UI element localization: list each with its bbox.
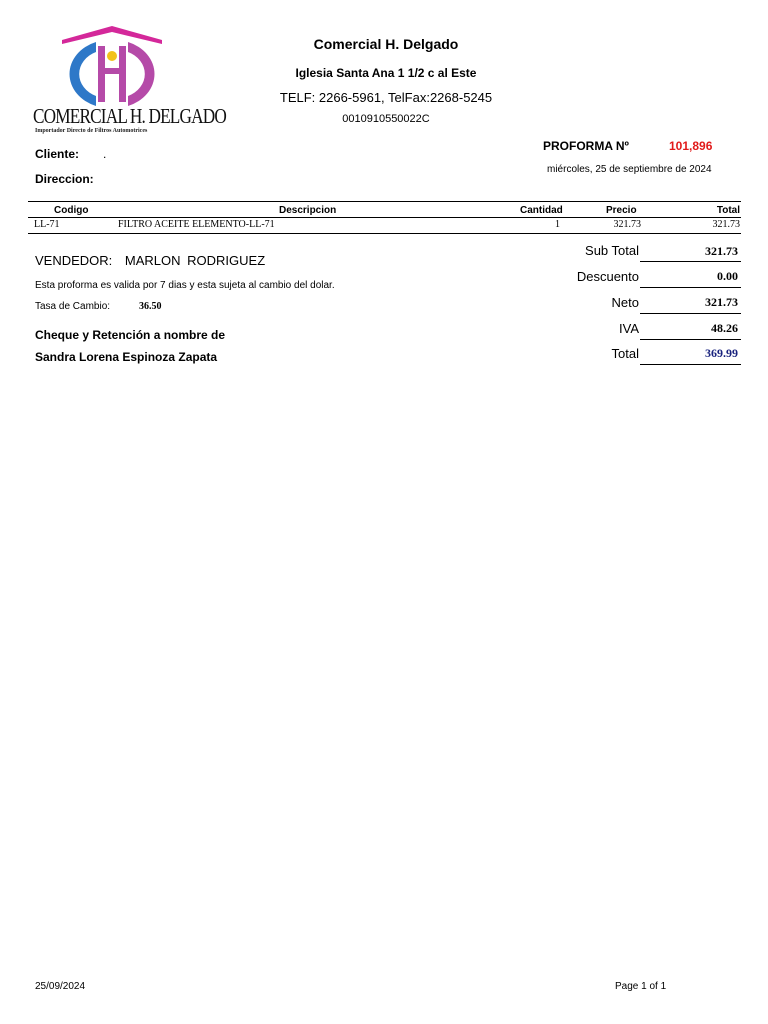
cheque-line-1: Cheque y Retención a nombre de [35,328,226,342]
logo-graphic [28,24,196,108]
seller-label: VENDEDOR: [35,253,113,268]
table-header-rule [28,217,741,218]
net-rule [640,313,741,314]
client-label: Cliente: [35,147,80,161]
logo-tagline: Importador Directo de Filtros Automotrices [35,128,148,134]
footer-page: Page 1 of 1 [615,981,667,992]
cell-total: 321.73 [712,219,740,230]
validity-note: Esta proforma es valida por 7 dias y esta sujeta al cambio del dolar. [35,280,335,291]
table-bottom-rule [28,233,741,234]
logo-name: COMERCIAL H. DELGADO [33,104,226,128]
subtotal-label: Sub Total [585,243,639,258]
col-header-code: Codigo [54,205,89,216]
subtotal-rule [640,261,741,262]
col-header-description: Descripcion [279,205,337,216]
logo-roof [62,26,162,44]
logo-h-bar [98,68,126,74]
footer-date: 25/09/2024 [35,981,86,992]
col-header-quantity: Cantidad [520,205,563,216]
iva-label: IVA [619,321,639,336]
company-address: Iglesia Santa Ana 1 1/2 c al Este [295,66,477,80]
proforma-date: miércoles, 25 de septiembre de 2024 [547,164,712,175]
cheque-line-2: Sandra Lorena Espinoza Zapata [35,350,218,364]
cell-code: LL-71 [34,219,60,230]
proforma-label: PROFORMA Nº [543,139,629,153]
discount-value: 0.00 [717,269,738,283]
company-name: Comercial H. Delgado [313,36,459,52]
company-phones: TELF: 2266-5961, TelFax:2268-5245 [279,90,493,105]
net-value: 321.73 [705,295,738,309]
client-value: . [103,147,107,161]
subtotal-value: 321.73 [705,244,738,258]
total-label: Total [611,346,639,361]
total-value: 369.99 [705,346,738,360]
col-header-total: Total [716,205,740,216]
total-rule [640,364,741,365]
exchange-value: 36.50 [139,301,162,312]
net-label: Neto [611,295,639,310]
logo-dot [107,51,117,61]
exchange-label: Tasa de Cambio: [35,301,111,312]
proforma-number: 101,896 [669,139,713,153]
col-header-price: Precio [606,205,637,216]
discount-label: Descuento [576,269,639,284]
seller [35,253,265,268]
cell-description: FILTRO ACEITE ELEMENTO-LL-71 [118,219,275,230]
discount-rule [640,287,741,288]
logo-left-arc [70,42,96,106]
cell-price: 321.73 [613,219,641,230]
address-label: Direccion: [35,172,94,186]
seller-name: MARLON RODRIGUEZ [124,253,266,268]
logo-right-arc [128,42,154,106]
cell-quantity: 1 [555,219,560,230]
iva-value: 48.26 [711,321,738,335]
iva-rule [640,339,741,340]
table-top-rule [28,201,741,202]
company-ruc: 0010910550022C [342,113,430,125]
